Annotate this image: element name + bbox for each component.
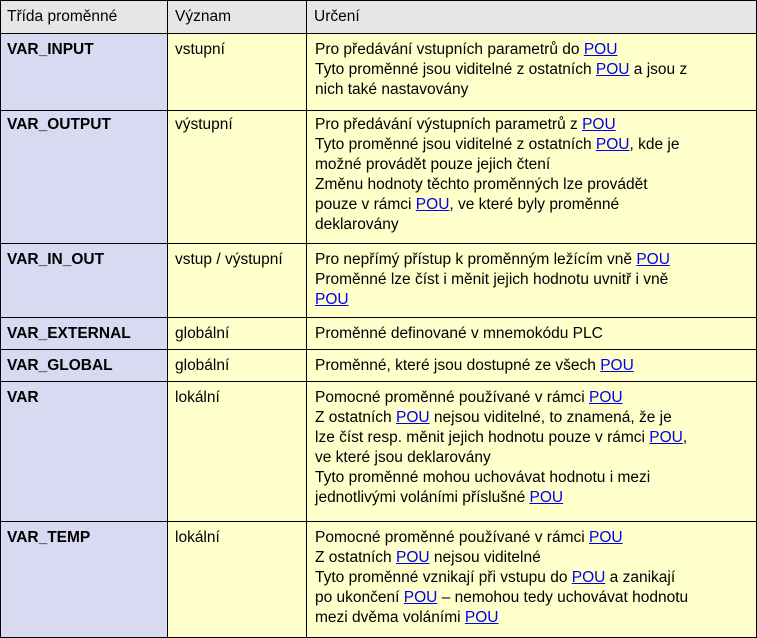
purpose-line [315,250,751,270]
cell-purpose [307,350,756,381]
pou-link[interactable]: POU [649,429,683,446]
text-segment: Tyto proměnné mohou uchovávat hodnotu i mezi [315,469,651,486]
text-segment: Tyto proměnné jsou viditelné z ostatních [315,136,596,153]
meaning-text: vstup / výstupní [175,251,283,268]
pou-link[interactable]: POU [464,609,499,626]
text-segment: nejsou viditelné, to znamená, že je [429,409,672,426]
table-row [1,111,756,243]
cell-purpose [307,522,756,637]
text-segment: deklarovány [315,216,399,233]
purpose-line [315,568,751,588]
cell-variable-class [1,318,167,349]
text-segment: Tyto proměnné vznikají při vstupu do [315,569,572,586]
text-segment: Proměnné definované v mnemokódu PLC [315,325,603,342]
text-segment: a jsou z [629,61,688,78]
variable-class-name: VAR_TEMP [7,529,91,546]
pou-link[interactable]: POU [583,41,618,58]
pou-link[interactable]: POU [588,389,623,406]
text-segment: , kde je [629,136,680,153]
text-segment: a zanikají [605,569,676,586]
table-row [1,382,756,521]
text-segment: Proměnné lze číst i měnit jejich hodnotu uvnitř i vně [315,271,669,288]
variable-class-name: VAR_EXTERNAL [7,325,131,342]
purpose-line [315,80,751,100]
text-segment: jednotlivými voláními příslušné [315,489,530,506]
cell-meaning [168,350,306,381]
pou-link[interactable]: POU [600,357,634,374]
purpose-line [315,356,751,376]
cell-meaning [168,244,306,317]
cell-variable-class [1,522,167,637]
cell-variable-class [1,34,167,110]
meaning-text: globální [175,325,230,342]
cell-meaning [168,318,306,349]
meaning-text: výstupní [175,116,233,133]
purpose-line [315,155,751,175]
text-segment: pouze v rámci [315,196,416,213]
purpose-text [315,250,751,310]
text-segment: Z ostatních [315,549,396,566]
text-segment: Pomocné proměnné používané v rámci [315,389,589,406]
cell-purpose [307,111,756,243]
purpose-line [315,468,751,488]
column-divider [167,1,168,637]
table-row [1,244,756,317]
cell-variable-class [1,111,167,243]
purpose-line [315,388,751,408]
purpose-line [315,448,751,468]
meaning-text: lokální [175,389,220,406]
purpose-line [315,588,751,608]
purpose-line [315,195,751,215]
text-segment: Pro předávání vstupních parametrů do [315,41,584,58]
cell-purpose [307,382,756,521]
cell-meaning [168,111,306,243]
purpose-line [315,215,751,235]
pou-link[interactable]: POU [571,569,606,586]
cell-purpose [307,318,756,349]
purpose-line [315,40,751,60]
purpose-text [315,356,751,376]
purpose-line [315,270,751,290]
text-segment: Z ostatních [315,409,396,426]
purpose-line [315,290,751,310]
purpose-line [315,528,751,548]
text-segment: ve které jsou deklarovány [315,449,491,466]
cell-variable-class [1,350,167,381]
purpose-line [315,548,751,568]
text-segment: možné provádět pouze jejich čtení [315,156,551,173]
variable-class-name: VAR_INPUT [7,41,94,58]
purpose-line [315,175,751,195]
text-segment: Pomocné proměnné používané v rámci [315,529,589,546]
pou-link[interactable]: POU [395,549,430,566]
cell-variable-class [1,382,167,521]
text-segment: mezi dvěma voláními [315,609,465,626]
cell-meaning [168,382,306,521]
table-header-row [1,1,756,34]
text-segment: nejsou viditelné [429,549,541,566]
meaning-text: lokální [175,529,220,546]
purpose-text [315,115,751,235]
pou-link[interactable]: POU [595,61,630,78]
text-segment: , ve které byly proměnné [449,196,620,213]
purpose-text [315,40,751,100]
purpose-line [315,428,751,448]
cell-variable-class [1,244,167,317]
text-segment: Změnu hodnoty těchto proměnných lze provádět [315,176,648,193]
variable-class-name: VAR_OUTPUT [7,116,111,133]
text-segment: Tyto proměnné jsou viditelné z ostatních [315,61,596,78]
text-segment: Pro nepřímý přístup k proměnným ležícím vně [315,251,637,268]
text-segment: lze číst resp. měnit jejich hodnotu pouze v rámci [315,429,650,446]
purpose-line [315,488,751,508]
pou-link[interactable]: POU [595,136,630,153]
purpose-text [315,388,751,508]
table-row [1,522,756,637]
meaning-text: globální [175,357,230,374]
pou-link[interactable]: POU [588,529,623,546]
header-class: Třída proměnné [7,8,118,25]
purpose-text [315,324,751,344]
pou-link[interactable]: POU [636,251,670,268]
column-divider [306,1,307,637]
purpose-text [315,528,751,628]
meaning-text: vstupní [175,41,225,58]
variable-class-name: VAR [7,389,39,406]
variable-class-name: VAR_GLOBAL [7,357,113,374]
table-row [1,34,756,110]
text-segment: – nemohou tedy uchovávat hodnotu [437,589,689,606]
variable-class-name: VAR_IN_OUT [7,251,105,268]
purpose-line [315,608,751,628]
pou-link[interactable]: POU [415,196,450,213]
pou-link[interactable]: POU [403,589,438,606]
cell-meaning [168,522,306,637]
purpose-line [315,324,751,344]
pou-link[interactable]: POU [315,291,349,308]
table-row [1,350,756,381]
text-segment: Proměnné, které jsou dostupné ze všech [315,357,601,374]
purpose-line [315,408,751,428]
table-row [1,318,756,349]
header-purpose: Určení [314,8,360,25]
purpose-line [315,60,751,80]
text-segment: , [682,429,688,446]
cell-purpose [307,244,756,317]
purpose-line [315,135,751,155]
pou-link[interactable]: POU [395,409,430,426]
cell-purpose [307,34,756,110]
purpose-line [315,115,751,135]
text-segment: po ukončení [315,589,404,606]
header-meaning: Význam [175,8,231,25]
cell-meaning [168,34,306,110]
text-segment: nich také nastavovány [315,81,469,98]
pou-link[interactable]: POU [582,116,616,133]
text-segment: Pro předávání výstupních parametrů z [315,116,583,133]
pou-link[interactable]: POU [529,489,564,506]
